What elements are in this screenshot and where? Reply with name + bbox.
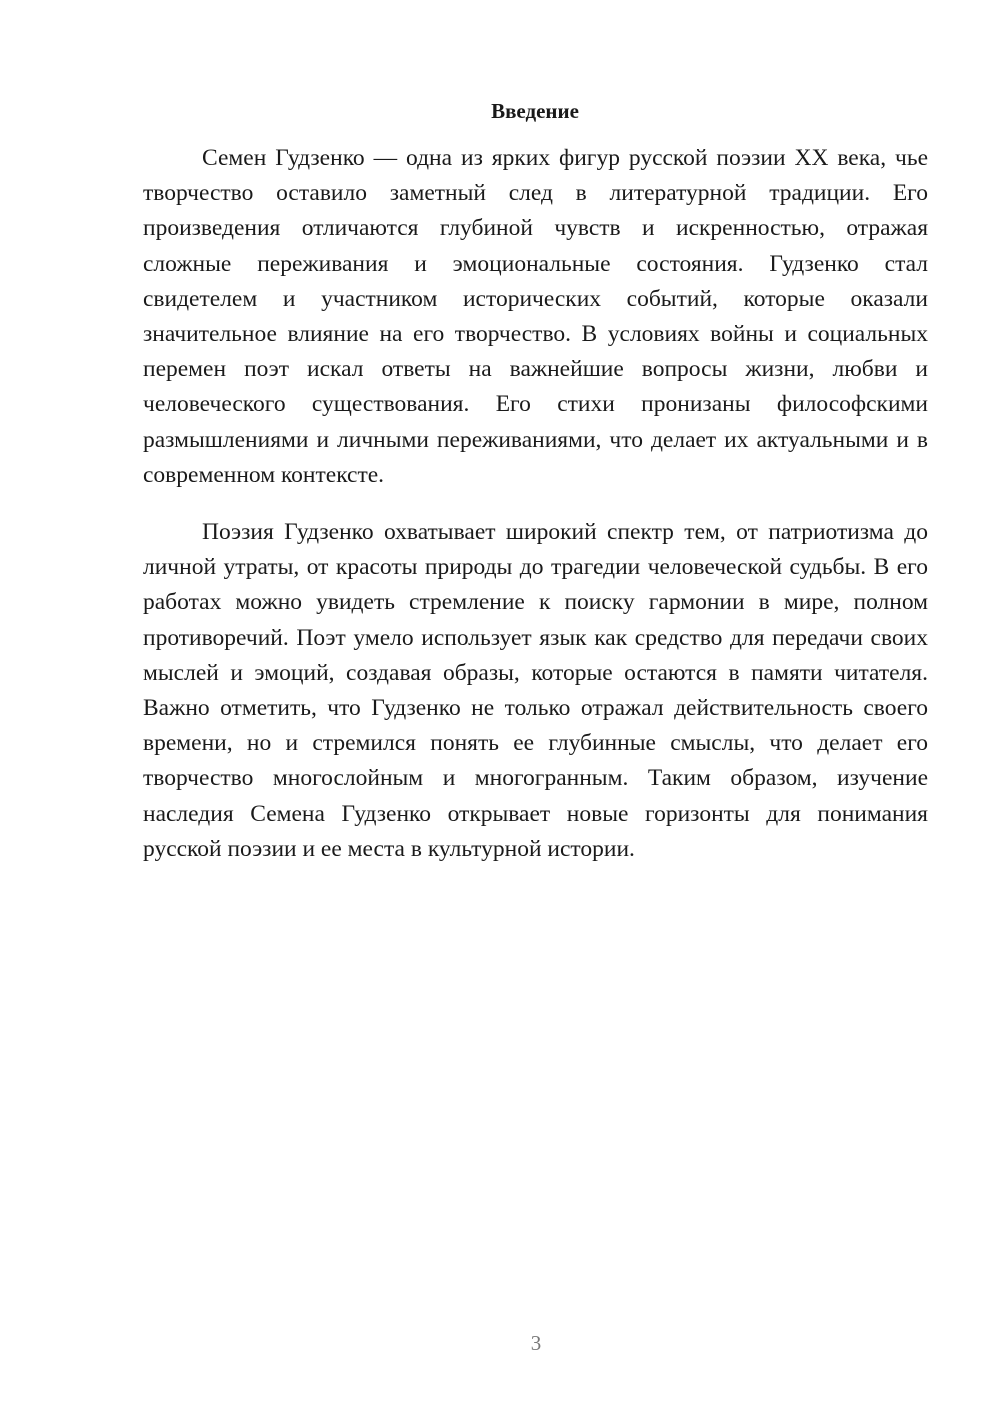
body-paragraph-2: Поэзия Гудзенко охватывает широкий спектр тем, от патриотизма до личной утраты, от красоты природы до трагедии человеческой судьбы. В его работах можно увидеть стремление к поиску гармонии в мире, полном противоречий. Поэт умело использует язык как средство для передачи своих мыслей и эмоций, создавая образы, которые остаются в памяти читателя. Важно отметить, что Гудзенко не только отражал действительность своего времени, но и стремился понять ее глубинные смыслы, что делает его творчество многослойным и многогранным. Таким образом, изучение наследия Семена Гудзенко открывает новые горизонты для понимания русской поэзии и ее места в культурной истории. (143, 519, 928, 862)
body-paragraph-1: Семен Гудзенко — одна из ярких фигур русской поэзии XX века, чье творчество оставило заметный след в литературной традиции. Его произведения отличаются глубиной чувств и искренностью, отражая сложные переживания и эмоциональные состояния. Гудзенко стал свидетелем и участником исторических событий, которые оказали значительное влияние на его творчество. В условиях войны и социальных перемен поэт искал ответы на важнейшие вопросы жизни, любви и человеческого существования. Его стихи пронизаны философскими размышлениями и личными переживаниями, что делает их актуальными и в современном контексте. (143, 145, 928, 488)
section-heading: Введение (491, 99, 579, 123)
page-number: 3 (530, 1331, 542, 1355)
